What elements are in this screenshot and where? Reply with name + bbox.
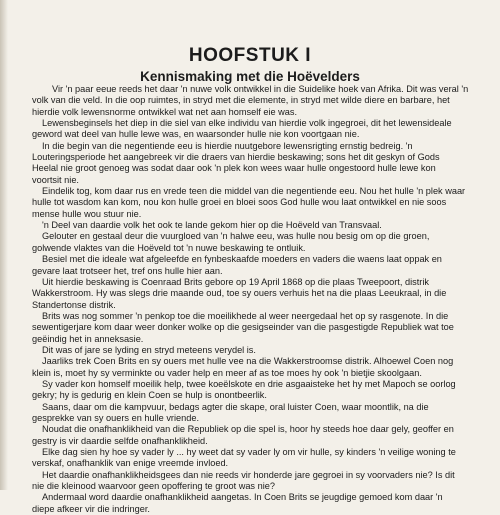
text-line: Eindelik tog, kom daar rus en vrede teen die middel van die negentiende eeu. Nou het hulle 'n plek waar [42,186,466,197]
text-line: Louteringsperiode het aangebreek vir die draers van hierdie beskawing; sons het dit geskyn of Gods [32,152,440,163]
text-line: geëindig het in anneksasie. [32,333,144,344]
text-line: Elke dag sien hy hoe sy vader ly ... hy weet dat sy vader ly om vir hulle, sy kinders 'n veilige woning te [42,447,456,457]
text-line: Vir 'n paar eeue reeds het daar 'n nuwe volk ontwikkel in die Suidelike hoek van Afrika. Dit was veral 'n [52,84,469,94]
text-line: mense hulle wou stuur nie. [32,208,142,219]
text-line: Uit hierdie beskawing is Coenraad Brits gebore op 19 April 1868 op die plaas Tweepoort, distrik [42,276,429,287]
body-text [32,84,490,515]
text-line: Sy vader kon homself moeilik help, twee koeëlskote en drie asgaaisteke het hy met Mapoch se oorlog [42,378,456,389]
text-line: gekry; hy is gedurig en klein Coen se hulp is onontbeerlik. [32,390,267,401]
text-line: gestry is vir daardie selfde onafhanklikheid. [32,435,208,446]
text-line: Noudat die onafhanklikheid van die Republiek op die spel is, hoor hy steeds hoe daar gely, geoffer en [42,424,454,435]
chapter-title: HOOFSTUK I [188,44,312,66]
text-line: Jaarliks trek Coen Brits en sy ouers met hulle vee na die Wakkerstroomse distrik. Alhoewel Coen nog [42,356,454,367]
text-line: gevare laat trotseer het, tref ons hulle hier aan. [32,265,223,276]
text-line: geword wat deel van hulle lewe was, en waarsonder hulle nie kon voortgaan nie. [32,129,360,140]
text-line: hierdie volk lewensnorme ontwikkel wat net aan homself eie was. [32,106,298,117]
text-line: Besiel met die ideale wat afgeleefde en fynbeskaafde moeders en vaders die waens laat oppak en [42,254,442,265]
text-line: Standertonse distrik. [32,299,116,310]
text-line: Brits was nog sommer 'n penkop toe die moeilikhede al weer neergedaal het op sy rasgenote. In die [42,310,449,321]
text-line: Saans, daar om die kampvuur, bedags agter die skape, oral luister Coen, waar moontlik, na die [42,401,429,412]
text-line: Heelal nie groot genoeg was sodat daar ook 'n plek kon wees waar hulle ongestoord hulle lewe kon [32,163,436,174]
text-line: nie die kleinood waarvoor geen opoffering te groot was nie? [32,481,275,492]
text-line: verskaf, onafhanklik van enige vreemde invloed. [32,458,229,469]
text-line: diepe afkeer vir die indringer. [32,503,150,514]
text-line: Dit was of jare se lyding en stryd meteens verydel is. [42,344,256,355]
text-line: 'n Deel van daardie volk het ook te lande gekom hier op die Hoëveld van Transvaal. [42,220,382,231]
text-line: golwende vlaktes van die Hoëveld tot 'n nuwe beskawing te ontluik. [32,242,306,253]
text-line: Andermaal word daardie onafhanklikheid aangetas. In Coen Brits se jeugdige gemoed kom daar 'n [42,492,443,503]
text-line: Lewensbeginsels het diep in die siel van elke individu van hierdie volk ingegroei, dit het lewensideale [42,118,452,129]
text-line: hulle tot wasdom kan kom, nou kon hulle groei en bloei soos God hulle wou laat ontwikkel en nie soos [32,197,447,208]
text-line: voortsit nie. [32,174,79,185]
text-line: Wakkerstroom. Hy was slegs drie maande oud, toe sy ouers verhuis het na die plaas Leeukraal, in die [32,288,447,299]
text-line: sewentigerjare kom daar weer donker wolke op die gesigseinder van die pasgestigde Republiek wat toe [32,322,454,333]
text-line: In die begin van die negentiende eeu is hierdie nuutgebore lewensrigting ernstig bedreig. 'n [42,140,413,151]
text-line: Het daardie onafhanklikheidsgees dan nie reeds vir honderde jare gegroei in sy voorvaders nie? Is dit [42,469,455,480]
text-line: volk van die veld. In die oop ruimtes, in stryd met die elemente, in stryd met wilde diere en barbare, het [32,95,450,106]
text-line: Gelouter en gestaal deur die vuurgloed van 'n halwe eeu, was hulle nou besig om op die groen, [42,231,430,242]
text-line: klein is, moet hy sy verminkte ou vader help en meer af as toe moes hy ook 'n bietjie skoolgaan. [32,367,422,378]
chapter-subtitle: Kennismaking met die Hoëvelders [140,69,360,85]
text-line: gesprekke van sy ouers en hulle vriende. [32,412,200,423]
